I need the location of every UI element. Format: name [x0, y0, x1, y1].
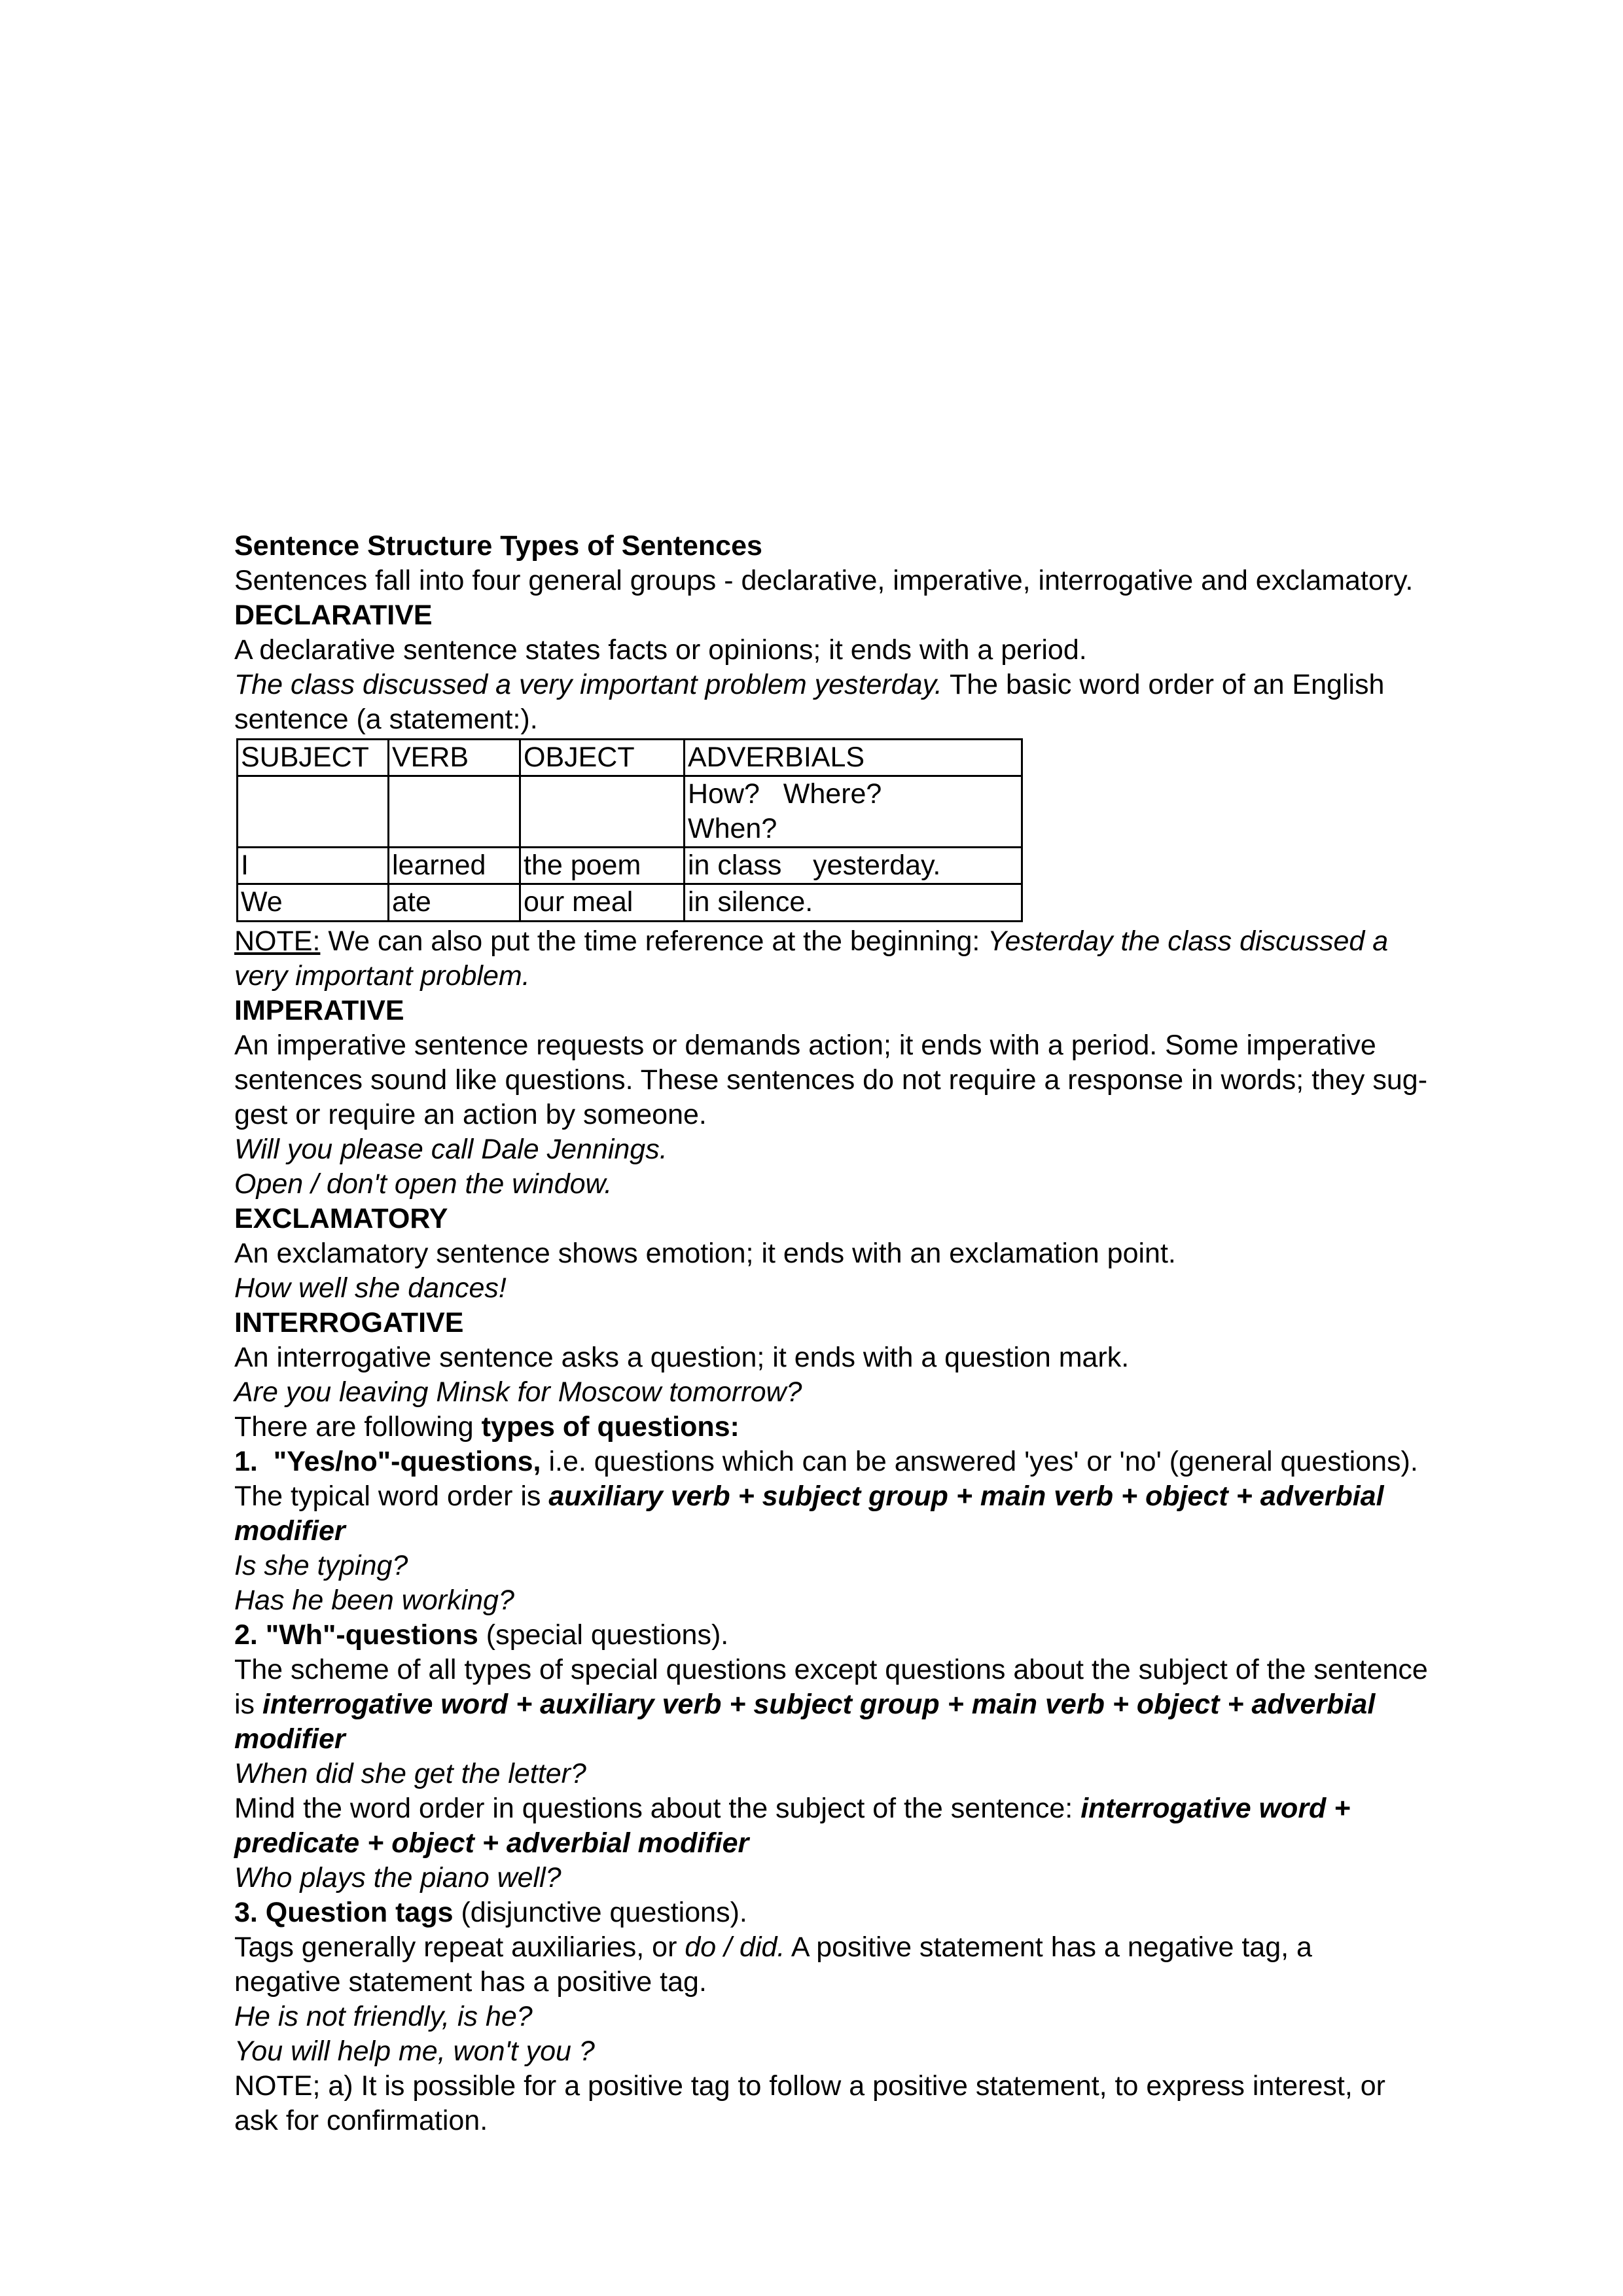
text: Tags generally repeat auxiliaries, or [234, 1931, 685, 1963]
text: NOTE; a) It is possible for a positive tag to follow a positive statement, to express interest, or [234, 2070, 1385, 2102]
text: The scheme of all types of special questions except questions about the subject of the sentence [234, 1654, 1428, 1685]
example-text: Will you please call Dale Jennings. [234, 1134, 668, 1165]
text: negative statement has a positive tag. [234, 1966, 707, 1998]
bold-text: DECLARATIVE [234, 600, 433, 631]
text: We can also put the time reference at the beginning: [320, 925, 988, 957]
example-text: He is not friendly, is he? [234, 2001, 533, 2032]
example-text: do / did. [685, 1931, 785, 1963]
bold-text: auxiliary verb + subject group + main verb + object + adverbial [548, 1480, 1384, 1512]
bold-text: INTERROGATIVE [234, 1307, 464, 1338]
bold-text: interrogative word + [1080, 1793, 1351, 1824]
bold-text: 1. "Yes/no"-questions, [234, 1446, 541, 1477]
text-line [234, 1722, 1530, 1757]
text-line [234, 2069, 1530, 2104]
text: The basic word order of an English [942, 669, 1385, 700]
text-line [234, 1618, 1530, 1653]
table-header-row [238, 740, 1022, 776]
table-cell: How? Where? When? [685, 776, 1022, 848]
text-line [234, 1098, 1530, 1132]
text-line [234, 1271, 1530, 1306]
column-header: SUBJECT [238, 740, 389, 776]
word-order-table [236, 738, 1023, 922]
text-line [234, 1236, 1530, 1271]
example-text: When did she get the letter? [234, 1758, 586, 1789]
text: is [234, 1689, 262, 1720]
bold-text: 2. "Wh"-questions [234, 1619, 478, 1651]
text: An exclamatory sentence shows emotion; it ends with an exclamation point. [234, 1238, 1176, 1269]
text-line [234, 1583, 1530, 1618]
text-line [234, 1965, 1530, 2000]
text-line [234, 1444, 1530, 1479]
text-line [234, 1653, 1530, 1687]
bold-text: types of questions: [481, 1411, 740, 1443]
text-line [234, 1549, 1530, 1583]
column-header: ADVERBIALS [685, 740, 1022, 776]
text-line [234, 1757, 1530, 1791]
example-text: Open / don't open the window. [234, 1168, 613, 1200]
table-cell: ate [389, 884, 520, 922]
example-text: Yesterday the class discussed a [988, 925, 1389, 957]
text: There are following [234, 1411, 482, 1443]
column-header: VERB [389, 740, 520, 776]
bold-text: modifier [234, 1515, 346, 1547]
text-line [234, 2034, 1530, 2069]
table-cell: the poem [520, 848, 685, 884]
text: ask for confirmation. [234, 2105, 488, 2136]
text-line [234, 2000, 1530, 2034]
table-cell [238, 776, 389, 848]
example-text: The class discussed a very important problem yesterday. [234, 669, 942, 700]
example-text: Has he been working? [234, 1585, 514, 1616]
bold-text: interrogative word + auxiliary verb + subject group + main verb + object + adverbial [262, 1689, 1376, 1720]
table-row [238, 884, 1022, 922]
text-line [234, 1306, 1530, 1340]
text-line [234, 924, 1530, 959]
bold-text: 3. Question tags [234, 1897, 454, 1928]
bold-text: Sentence Structure Types of Sentences [234, 530, 762, 562]
text-line [234, 1479, 1530, 1514]
table-cell: We [238, 884, 389, 922]
table-cell: I [238, 848, 389, 884]
underlined-text: NOTE: [234, 925, 321, 957]
text-line [234, 1375, 1530, 1410]
text: A positive statement has a negative tag, a [785, 1931, 1312, 1963]
example-text: Is she typing? [234, 1550, 408, 1581]
text-line [234, 1826, 1530, 1861]
text-line [234, 959, 1530, 994]
text-line [234, 1202, 1530, 1236]
text: sentences sound like questions. These sentences do not require a response in words; they sug- [234, 1064, 1428, 1096]
text: Sentences fall into four general groups - declarative, imperative, interrogative and exclamatory. [234, 565, 1414, 596]
text-line [234, 994, 1530, 1028]
text-line [234, 702, 1530, 737]
text-line [234, 1514, 1530, 1549]
text-line [234, 1340, 1530, 1375]
text-line [234, 668, 1530, 702]
text-line [234, 598, 1530, 633]
table-cell: in silence. [685, 884, 1022, 922]
bold-text: modifier [234, 1723, 346, 1755]
table-cell: our meal [520, 884, 685, 922]
body-section [234, 924, 1530, 2138]
text-line [234, 1028, 1530, 1063]
text: (disjunctive questions). [453, 1897, 747, 1928]
text-line [234, 529, 1530, 564]
text: i.e. questions which can be answered 'yes' or 'no' (general questions). [541, 1446, 1418, 1477]
text-line [234, 2104, 1530, 2138]
table-cell [389, 776, 520, 848]
text: sentence (a statement:). [234, 704, 538, 735]
text: A declarative sentence states facts or opinions; it ends with a period. [234, 634, 1087, 666]
example-text: Are you leaving Minsk for Moscow tomorrow? [234, 1376, 802, 1408]
table-cell: learned [389, 848, 520, 884]
text-line [234, 1132, 1530, 1167]
column-header: OBJECT [520, 740, 685, 776]
text: The typical word order is [234, 1480, 549, 1512]
text: Mind the word order in questions about the subject of the sentence: [234, 1793, 1081, 1824]
text: (special questions). [478, 1619, 729, 1651]
text: An interrogative sentence asks a question; it ends with a question mark. [234, 1342, 1130, 1373]
bold-text: IMPERATIVE [234, 995, 404, 1026]
example-text: very important problem. [234, 960, 530, 992]
text-line [234, 633, 1530, 668]
text-line [234, 1687, 1530, 1722]
example-text: Who plays the piano well? [234, 1862, 562, 1893]
text-line [234, 1930, 1530, 1965]
table-cell [520, 776, 685, 848]
bold-text: predicate + object + adverbial modifier [234, 1827, 749, 1859]
text-line [234, 1063, 1530, 1098]
example-text: You will help me, won't you ? [234, 2036, 595, 2067]
bold-text: EXCLAMATORY [234, 1203, 448, 1234]
table-cell: in class yesterday. [685, 848, 1022, 884]
text-line [234, 1895, 1530, 1930]
text-line [234, 1167, 1530, 1202]
text: An imperative sentence requests or demands action; it ends with a period. Some imperative [234, 1030, 1376, 1061]
text-line [234, 1410, 1530, 1444]
text: gest or require an action by someone. [234, 1099, 707, 1130]
text-line [234, 564, 1530, 598]
example-text: How well she dances! [234, 1272, 507, 1304]
table-row [238, 848, 1022, 884]
table-row [238, 776, 1022, 848]
text-line [234, 1791, 1530, 1826]
intro-section [234, 529, 1530, 737]
document-page [234, 529, 1530, 2138]
text-line [234, 1861, 1530, 1895]
